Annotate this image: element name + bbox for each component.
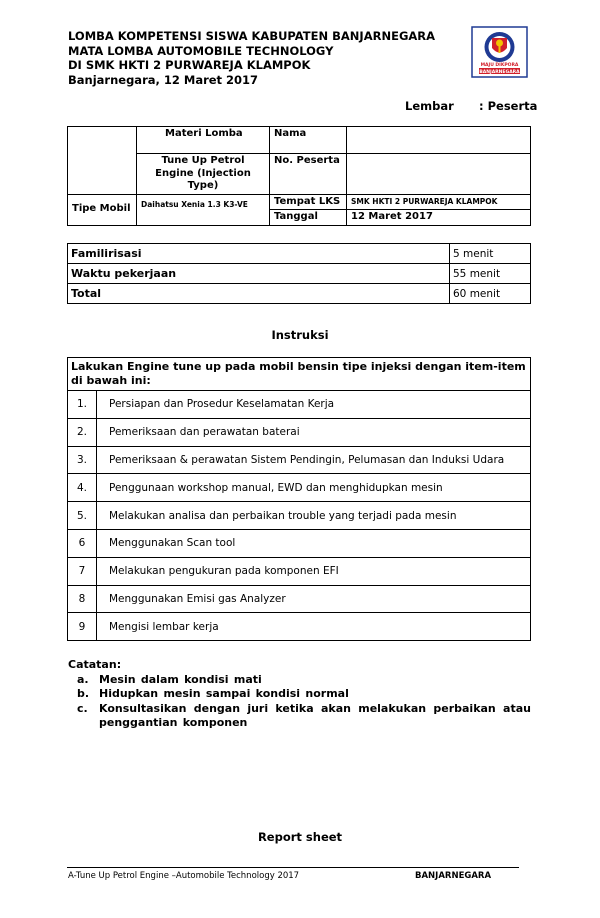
- time-value: 60 menit: [450, 284, 531, 304]
- table-row: [68, 613, 531, 641]
- item-text: Persiapan dan Prosedur Keselamatan Kerja: [97, 391, 531, 419]
- item-text: Mengisi lembar kerja: [97, 613, 531, 641]
- item-number: 1.: [68, 391, 97, 419]
- table-row: [68, 446, 531, 474]
- table-row: [68, 474, 531, 502]
- instruksi-intro: Lakukan Engine tune up pada mobil bensin tipe injeksi dengan item-item di bawah ini:: [68, 358, 531, 391]
- header-line-venue: DI SMK HKTI 2 PURWAREJA KLAMPOK: [68, 58, 311, 72]
- time-table: [67, 243, 531, 304]
- item-number: 9: [68, 613, 97, 641]
- time-label: Familirisasi: [68, 244, 450, 264]
- instruksi-table: [67, 357, 531, 641]
- item-number: 7: [68, 557, 97, 585]
- footer-right-text: BANJARNEGARA: [415, 871, 492, 881]
- header-line-subject: MATA LOMBA AUTOMOBILE TECHNOLOGY: [68, 43, 334, 58]
- table-row: [68, 529, 531, 557]
- instruksi-title: Instruksi: [271, 328, 329, 342]
- sheet-type-value: : Peserta: [479, 99, 538, 113]
- table-row: [68, 264, 531, 284]
- tipe-value: Daihatsu Xenia 1.3 K3-VE: [137, 194, 270, 225]
- table-row: [68, 502, 531, 530]
- materi-label: Materi Lomba: [137, 127, 270, 154]
- list-marker: b.: [77, 687, 90, 700]
- nopeserta-value[interactable]: [347, 154, 531, 195]
- item-text: Melakukan analisa dan perbaikan trouble yang terjadi pada mesin: [97, 502, 531, 530]
- table-row: [68, 557, 531, 585]
- nama-label: Nama: [270, 127, 347, 154]
- banjarnegara-logo-icon: [471, 26, 528, 78]
- empty-cell: [68, 127, 137, 195]
- item-number: 4.: [68, 474, 97, 502]
- logo-text-top: MAJU DIKPORA: [480, 63, 519, 68]
- item-number: 6: [68, 529, 97, 557]
- header-line-date: Banjarnegara, 12 Maret 2017: [68, 72, 259, 87]
- nopeserta-label: No. Peserta: [270, 154, 347, 195]
- list-marker: c.: [77, 701, 88, 715]
- materi-value: Tune Up Petrol Engine (Injection Type): [137, 154, 270, 195]
- nama-value[interactable]: [347, 127, 531, 154]
- footer-left-text: A-Tune Up Petrol Engine –Automobile Technology 2017: [68, 871, 300, 881]
- report-sheet-title: Report sheet: [257, 830, 343, 844]
- list-item: [68, 687, 531, 702]
- time-value: 5 menit: [450, 244, 531, 264]
- tanggal-value: 12 Maret 2017: [347, 210, 531, 226]
- item-number: 2.: [68, 418, 97, 446]
- list-text: Mesin dalam kondisi mati: [99, 672, 262, 686]
- time-label: Waktu pekerjaan: [68, 264, 450, 284]
- item-number: 3.: [68, 446, 97, 474]
- list-text: Konsultasikan dengan juri ketika akan melakukan perbaikan atau penggantian komponen: [99, 701, 531, 729]
- tempat-label: Tempat LKS: [270, 194, 347, 210]
- table-row: [68, 418, 531, 446]
- document-header: [68, 29, 435, 87]
- participant-info-table: [67, 126, 531, 226]
- table-row: [68, 391, 531, 419]
- footer-divider: [67, 867, 519, 868]
- list-item: [68, 702, 531, 731]
- item-number: 5.: [68, 502, 97, 530]
- item-text: Menggunakan Scan tool: [97, 529, 531, 557]
- catatan-title: Catatan:: [68, 658, 122, 671]
- sheet-type-label: Lembar: [405, 99, 454, 113]
- item-number: 8: [68, 585, 97, 613]
- logo-text-bottom: BANJARNEGARA: [479, 69, 520, 75]
- list-text: Hidupkan mesin sampai kondisi normal: [99, 687, 349, 700]
- item-text: Pemeriksaan dan perawatan baterai: [97, 418, 531, 446]
- item-text: Melakukan pengukuran pada komponen EFI: [97, 557, 531, 585]
- table-row: [68, 284, 531, 304]
- tipe-label: Tipe Mobil: [68, 194, 137, 225]
- catatan-section: [68, 658, 531, 731]
- table-row: [68, 244, 531, 264]
- item-text: Penggunaan workshop manual, EWD dan menghidupkan mesin: [97, 474, 531, 502]
- item-text: Menggunakan Emisi gas Analyzer: [97, 585, 531, 613]
- time-value: 55 menit: [450, 264, 531, 284]
- time-label: Total: [68, 284, 450, 304]
- sheet-type: [405, 99, 538, 113]
- tanggal-label: Tanggal: [270, 210, 347, 226]
- header-line-competition: LOMBA KOMPETENSI SISWA KABUPATEN BANJARNEGARA: [68, 29, 436, 43]
- list-marker: a.: [77, 672, 89, 686]
- item-text: Pemeriksaan & perawatan Sistem Pendingin, Pelumasan dan Induksi Udara: [97, 446, 531, 474]
- list-item: [68, 673, 531, 688]
- table-row: [68, 585, 531, 613]
- tempat-value: SMK HKTI 2 PURWAREJA KLAMPOK: [347, 194, 531, 210]
